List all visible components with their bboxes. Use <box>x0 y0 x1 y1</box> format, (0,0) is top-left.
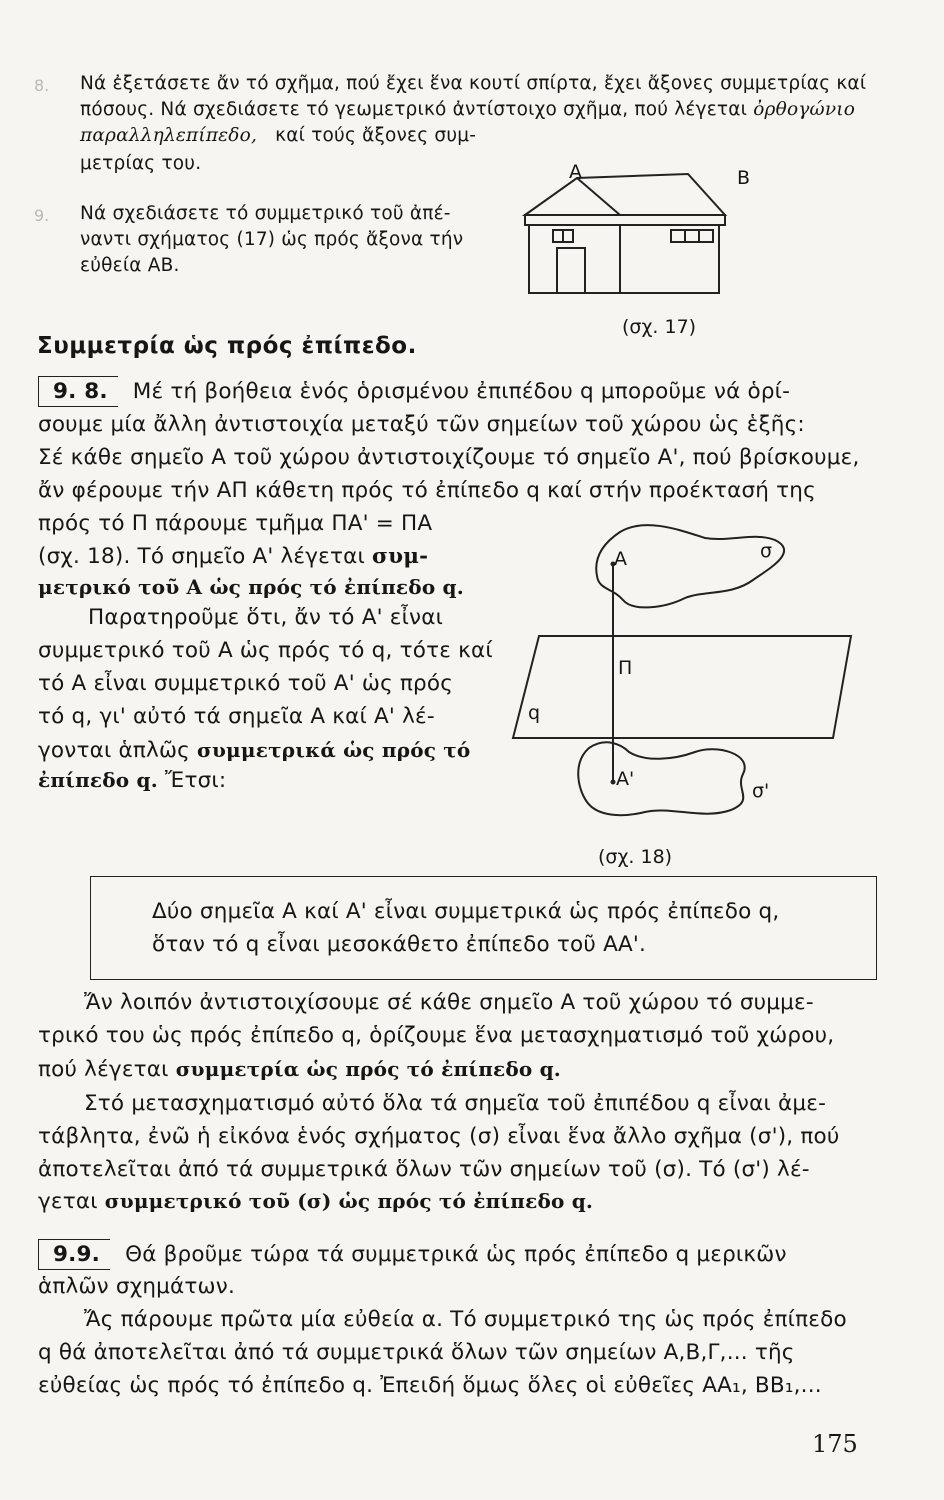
para-transform-line-3: ἀποτελεῖται ἀπό τά συμμετρικά ὅλων τῶν σημείων τοῦ (σ). Τό (σ') λέ- <box>38 1157 810 1182</box>
section-9-9-number: 9.9. <box>38 1239 110 1270</box>
section-9-8-para-2-line-4: τό q, γι' αὐτό τά σημεῖα Α καί Α' λέ- <box>38 704 435 729</box>
exercise-9-line-3: εὐθεία ΑΒ. <box>80 255 180 276</box>
shape-sigma-prime <box>578 742 744 815</box>
para-transform-line-2: τάβλητα, ἐνῶ ἡ εἰκόνα ἑνός σχήματος (σ) εἶναι ἕνα ἄλλο σχῆμα (σ'), πού <box>38 1124 840 1149</box>
section-9-8-number: 9. 8. <box>38 376 118 407</box>
figure-18-label-pi: Π <box>618 657 633 679</box>
figure-17-caption: (σχ. 17) <box>622 316 697 338</box>
para-after-box-line-1: Ἄν λοιπόν ἀντιστοιχίσουμε σέ κάθε σημεῖο Α τοῦ χώρου τό συμμε- <box>84 990 814 1015</box>
section-9-9-line-2: ἁπλῶν σχημάτων. <box>38 1274 236 1299</box>
section-9-8-line-4: ἄν φέρουμε τήν ΑΠ κάθετη πρός τό ἐπίπεδο q καί στήν προέκτασή της <box>38 478 816 503</box>
figure-17-label-a: A <box>569 161 583 183</box>
section-9-8-para-2-line-5 <box>38 735 470 766</box>
plane-q <box>513 636 851 738</box>
exercise-8-line-3-rest: καί τούς ἄξονες συμ- <box>275 125 477 146</box>
exercise-9-line-2: ναντι σχήματος (17) ὡς πρός ἄξονα τήν <box>80 229 464 250</box>
section-9-8-line-2: σουμε μία ἄλλη ἀντιστοιχία μεταξύ τῶν σημείων τοῦ χώρου ὡς ἑξῆς: <box>38 412 805 437</box>
section-9-8-para-2-bold-5: συμμετρικά ὡς πρός τό <box>197 738 471 762</box>
figure-17-house <box>515 160 730 305</box>
section-9-8-para-2-bold-6: ἐπίπεδο q. <box>38 768 158 792</box>
definition-line-2: ὅταν τό q εἶναι μεσοκάθετο ἐπίπεδο τοῦ ΑΑ'. <box>152 932 647 957</box>
section-9-8-para-2-text-5: γονται ἁπλῶς <box>38 738 190 763</box>
figure-18-label-sigma-prime: σ' <box>752 780 770 802</box>
exercise-9-line-1: Νά σχεδιάσετε τό συμμετρικό τοῦ ἀπέ- <box>80 203 451 224</box>
section-9-9-text-1: Θά βροῦμε τώρα τά συμμετρικά ὡς πρός ἐπίπεδο q μερικῶν <box>125 1242 787 1267</box>
para-transform-bold-4: συμμετρικό τοῦ (σ) ὡς πρός τό ἐπίπεδο q. <box>104 1189 594 1213</box>
section-9-8-line-5: πρός τό Π πάρουμε τμῆμα ΠΑ' = ΠΑ <box>38 511 433 536</box>
section-9-8-line-6 <box>38 542 428 572</box>
exercise-8-line-4: μετρίας του. <box>80 153 202 174</box>
figure-18 <box>505 512 885 847</box>
section-9-8-text-6: (σχ. 18). Τό σημεῖο Α' λέγεται <box>38 544 365 569</box>
section-9-8-line-1 <box>38 377 790 407</box>
section-9-8-bold-2: μετρικό τοῦ Α ὡς πρός τό ἐπίπεδο q. <box>38 575 464 599</box>
para-after-box-line-3 <box>38 1054 561 1085</box>
section-9-9-line-1 <box>38 1240 787 1270</box>
para-after-box-text-3: πού λέγεται <box>38 1057 169 1082</box>
section-9-8-para-2-line-1: Παρατηροῦμε ὅτι, ἄν τό Α' εἶναι <box>88 605 444 630</box>
section-9-9-line-3: Ἄς πάρουμε πρῶτα μία εὐθεία α. Τό συμμετρικό της ὡς πρός ἐπίπεδο <box>84 1307 847 1332</box>
figure-18-caption: (σχ. 18) <box>598 846 673 868</box>
section-9-8-text-1: Μέ τή βοήθεια ἑνός ὁρισμένου ἐπιπέδου q μποροῦμε νά ὁρί- <box>132 379 791 404</box>
exercise-9-number: 9. <box>34 206 50 225</box>
exercise-8-italic-term-1: ὀρθογώνιο <box>753 99 856 120</box>
exercise-8-line-3 <box>80 124 476 148</box>
section-9-8-line-3: Σέ κάθε σημεῖο Α τοῦ χώρου ἀντιστοιχίζουμε τό σημεῖο Α', πού βρίσκουμε, <box>38 445 860 470</box>
section-9-8-para-2-text-6: Ἔτσι: <box>164 768 227 793</box>
para-transform-line-1: Στό μετασχηματισμό αὐτό ὅλα τά σημεῖα τοῦ ἐπιπέδου q εἶναι ἀμε- <box>84 1091 827 1116</box>
figure-18-label-sigma: σ <box>760 540 773 562</box>
figure-17-label-b: B <box>737 167 751 189</box>
exercise-8-line-2 <box>80 98 855 122</box>
definition-box <box>90 876 877 980</box>
exercise-8-italic-term-2: παραλληλεπίπεδο, <box>80 125 258 146</box>
exercise-8-number: 8. <box>34 76 50 95</box>
section-9-9-line-4: q θά ἀποτελεῖται ἀπό τά συμμετρικά ὅλων τῶν σημείων Α,Β,Γ,... τῆς <box>38 1340 795 1365</box>
section-9-8-para-2-line-3: τό Α εἶναι συμμετρικό τοῦ Α' ὡς πρός <box>38 671 454 696</box>
section-title: Συμμετρία ὡς πρός ἐπίπεδο. <box>37 333 417 359</box>
exercise-8-line-1: Νά ἐξετάσετε ἄν τό σχῆμα, πού ἔχει ἕνα κουτί σπίρτα, ἔχει ἄξονες συμμετρίας καί <box>80 73 867 94</box>
section-9-8-bold-1: συμ- <box>372 544 429 569</box>
para-transform-line-4 <box>38 1186 593 1217</box>
section-9-8-para-2-line-6 <box>38 765 226 796</box>
page-number: 175 <box>812 1430 858 1458</box>
section-9-9-line-5: εὐθείας ὡς πρός τό ἐπίπεδο q. Ἐπειδή ὅμως ὅλες οἱ εὐθεῖες ΑΑ₁, ΒΒ₁,... <box>38 1373 822 1398</box>
figure-18-label-a: A <box>614 548 627 570</box>
figure-18-label-q: q <box>528 702 541 724</box>
para-transform-text-4: γεται <box>38 1189 98 1214</box>
definition-line-1: Δύο σημεῖα Α καί Α' εἶναι συμμετρικά ὡς πρός ἐπίπεδο q, <box>152 899 780 924</box>
para-after-box-bold-3: συμμετρία ὡς πρός τό ἐπίπεδο q. <box>175 1057 561 1081</box>
figure-18-label-a-prime: A' <box>616 768 635 790</box>
section-9-8-para-2-line-2: συμμετρικό τοῦ Α ὡς πρός τό q, τότε καί <box>38 638 493 663</box>
para-after-box-line-2: τρικό του ὡς πρός ἐπίπεδο q, ὁρίζουμε ἕνα μετασχηματισμό τοῦ χώρου, <box>38 1023 835 1048</box>
exercise-8-text: πόσους. Νά σχεδιάσετε τό γεωμετρικό ἀντίστοιχο σχῆμα, πού λέγεται <box>80 99 748 120</box>
